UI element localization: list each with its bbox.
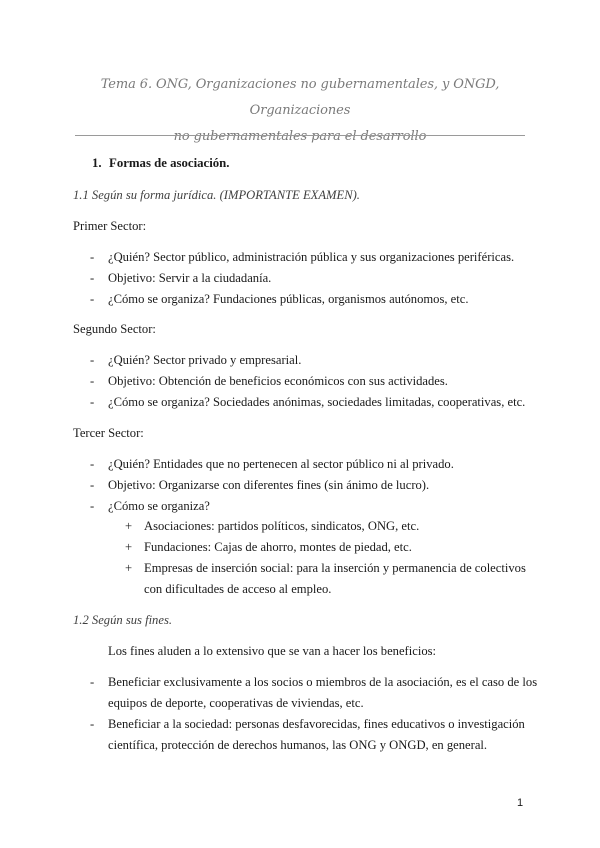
- bullet-dash: -: [90, 292, 95, 306]
- bullet-dash: -: [90, 499, 95, 513]
- bullet-dash: -: [90, 457, 95, 471]
- bullet-plus: +: [125, 540, 133, 554]
- bullet-dash: -: [90, 717, 95, 731]
- list-item: Objetivo: Obtención de beneficios económicos con sus actividades.: [108, 374, 448, 388]
- list-item: ¿Quién? Sector público, administración pública y sus organizaciones periféricas.: [108, 250, 515, 264]
- segundo-sector-title: Segundo Sector:: [73, 322, 156, 336]
- list-item: Objetivo: Servir a la ciudadanía.: [108, 271, 272, 285]
- list-item-continued: equipos de deporte, cooperativas de viviendas, etc.: [108, 696, 364, 710]
- section-title: Formas de asociación.: [109, 156, 230, 170]
- list-item: Objetivo: Organizarse con diferentes fines (sin ánimo de lucro).: [108, 478, 430, 492]
- primer-sector-title: Primer Sector:: [73, 219, 147, 233]
- section-heading: [92, 156, 230, 171]
- sub-list-item: Asociaciones: partidos políticos, sindicatos, ONG, etc.: [144, 519, 420, 533]
- list-item: Beneficiar exclusivamente a los socios o miembros de la asociación, es el caso de los: [108, 675, 538, 689]
- page-number: 1: [517, 797, 524, 809]
- subsection-heading-1-2: 1.2 Según sus fines.: [73, 613, 172, 627]
- bullet-dash: -: [90, 271, 95, 285]
- bullet-plus: +: [125, 561, 133, 575]
- title-line-1: Tema 6. ONG, Organizaciones no gubernamentales, y ONGD, Organizaciones: [100, 77, 500, 118]
- list-item: ¿Cómo se organiza? Fundaciones públicas, organismos autónomos, etc.: [108, 292, 469, 306]
- subsection-heading-1-1: 1.1 Según su forma jurídica. (IMPORTANTE EXAMEN).: [73, 188, 360, 202]
- bullet-dash: -: [90, 395, 95, 409]
- bullet-dash: -: [90, 353, 95, 367]
- title-divider: [75, 135, 525, 136]
- sub-list-item: Empresas de inserción social: para la inserción y permanencia de colectivos: [144, 561, 526, 575]
- bullet-dash: -: [90, 374, 95, 388]
- bullet-dash: -: [90, 478, 95, 492]
- bullet-dash: -: [90, 250, 95, 264]
- tercer-sector-title: Tercer Sector:: [73, 426, 144, 440]
- bullet-dash: -: [90, 675, 95, 689]
- title-line-2: no gubernamentales para el desarrollo: [173, 129, 427, 144]
- list-item: ¿Cómo se organiza?: [108, 499, 210, 513]
- section-number: 1.: [92, 156, 102, 170]
- list-item: Beneficiar a la sociedad: personas desfavorecidas, fines educativos o investigación: [108, 717, 525, 731]
- sub-list-item-continued: con dificultades de acceso al empleo.: [144, 582, 332, 596]
- list-item: ¿Quién? Sector privado y empresarial.: [108, 353, 302, 367]
- list-item: ¿Cómo se organiza? Sociedades anónimas, sociedades limitadas, cooperativas, etc.: [108, 395, 526, 409]
- sub-list-item: Fundaciones: Cajas de ahorro, montes de piedad, etc.: [144, 540, 412, 554]
- bullet-plus: +: [125, 519, 133, 533]
- list-item: ¿Quién? Entidades que no pertenecen al sector público ni al privado.: [108, 457, 454, 471]
- paragraph-fines-intro: Los fines aluden a lo extensivo que se van a hacer los beneficios:: [108, 644, 437, 658]
- list-item-continued: científica, protección de derechos humanos, las ONG y ONGD, en general.: [108, 738, 488, 752]
- document-title: [60, 72, 540, 150]
